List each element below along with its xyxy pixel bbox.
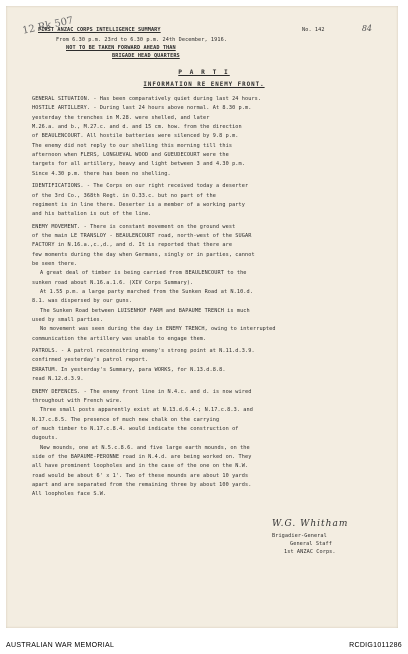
body-line: of the 3rd Co., 368th Regt. in O.33.c. but no part of the (32, 192, 216, 199)
footer-institution: AUSTRALIAN WAR MEMORIAL (6, 642, 115, 649)
body-line: Since 4.30 p.m. there has been no shelling. (32, 170, 171, 177)
body-line: and his battalion is out of the line. (32, 211, 152, 218)
body-line: All loopholes face S.W. (32, 491, 107, 498)
body-line: read N.12.d.3.9. (32, 376, 84, 383)
security-warning: NOT TO BE TAKEN FORWARD AHEAD THAN (66, 45, 176, 51)
body-line: M.26.a. and b., M.27.c. and d. and 15 cm. how. from the direction (32, 124, 242, 131)
body-line: Three small posts apparently exist at N.13.d.6.4.; N.17.c.8.3. and (40, 407, 253, 414)
body-line: road would be about 6' x 1'. Two of these mounds are about 10 yards (32, 472, 249, 479)
body-line: throughout with French wire. (32, 397, 123, 404)
signature-role: General Staff (290, 541, 332, 547)
body-line: GENERAL SITUATION. - Has been comparatively quiet during last 24 hours. (32, 96, 262, 102)
body-line: all have prominent loopholes and in the case of the one on the N.W. (32, 463, 249, 470)
archive-stamp: 12 Rk 507 (21, 15, 75, 37)
body-line: 8.1. was dispersed by our guns. (32, 298, 133, 305)
body-line: ENEMY MOVEMENT. - There is constant movement on the ground west (32, 223, 236, 230)
body-line: few moments during the day when Germans, singly or in parties, cannot (32, 251, 255, 258)
body-line: dugouts. (32, 435, 58, 442)
body-line: A great deal of timber is being carried from BEAULENCOURT to the (40, 270, 247, 277)
body-line: HOSTILE ARTILLERY. - During last 24 hours above normal. At 8.30 p.m. (32, 105, 252, 112)
body-line: At 1.55 p.m. a large party marched from the Sunken Road at N.10.d. (40, 289, 253, 295)
footer-record-id: RCDIG1011286 (349, 642, 402, 649)
body-line: PATROLS. - A patrol reconnoitring enemy's strong point at N.11.d.3.9. (32, 348, 255, 355)
body-line: New mounds, one at N.5.c.8.6. and five large earth mounds, on the (40, 444, 250, 451)
document-title: FIRST ANZAC CORPS INTELLIGENCE SUMMARY (38, 27, 161, 33)
report-period: From 6.30 p.m. 23rd to 6.30 p.m. 24th December, 1916. (56, 37, 228, 43)
body-line: No movement was seen during the day in ENEMY TRENCH, owing to interrupted (40, 326, 276, 333)
archive-footer (0, 630, 408, 654)
body-line: The Sunken Road between LUISENHOF FARM and BAPAUME TRENCH is much (40, 307, 250, 314)
section-heading: INFORMATION RE ENEMY FRONT. (143, 82, 265, 88)
body-line: IDENTIFICATIONS. - The Corps on our right received today a deserter (32, 183, 249, 190)
body-line: ENEMY DEFENCES. - The enemy front line in N.4.c. and d. is now wired (32, 388, 252, 395)
body-line: of the main LE TRANSLOY - BEAULENCOURT road, north-west of the SUGAR (32, 232, 252, 239)
body-line: communication the artillery was unable to engage them. (32, 335, 207, 342)
body-line: yesterday the trenches in M.28. were shelled, and later (32, 114, 210, 121)
signature-rank: Brigadier-General (272, 533, 327, 539)
body-line: used by small parties. (32, 317, 103, 324)
body-line: ERRATUM. In yesterday's Summary, para WORKS, for N.13.d.8.8. (32, 366, 226, 373)
page-number: 84 (361, 24, 372, 33)
body-line: The enemy did not reply to our shelling this morning till this (32, 142, 233, 149)
body-line: be seen there. (32, 260, 78, 267)
body-line: N.17.c.8.5. The presence of much new chalk on the carrying (32, 416, 220, 423)
body-line: side of the BAPAUME-PERONNE road in N.4.d. are being worked on. They (32, 453, 252, 460)
body-line: sunken road about N.16.a.1.6. (XIV Corps Summary). (32, 279, 194, 286)
body-line: FACTORY in N.16.a.,c.,d., and d. It is reported that there are (32, 242, 233, 249)
handwritten-signature: W.G. Whitham (272, 519, 349, 529)
body-line: targets for all artillery, heavy and light between 3 and 4.30 p.m. (32, 161, 245, 168)
signature-unit: 1st ANZAC Corps. (284, 549, 336, 555)
body-line: apart and are separated from the remaining three by about 100 yards. (32, 482, 252, 488)
body-line: confirmed yesterday's patrol report. (32, 357, 149, 364)
body-line: afternoon when FLERS, LONGUEVAL WOOD and GUEUDECOURT were the (32, 152, 229, 159)
body-line: regiment is in line there. Deserter is a member of a working party (32, 201, 245, 208)
summary-number: No. 142 (302, 27, 325, 33)
part-heading: P A R T I (178, 69, 230, 76)
body-line: of BEAULENCOURT. All hostile batteries were silenced by 9.8 p.m. (32, 133, 239, 140)
distribution-note: BRIGADE HEAD QUARTERS (112, 53, 180, 59)
body-line: of much timber to N.17.c.8.4. would indicate the construction of (32, 425, 239, 432)
